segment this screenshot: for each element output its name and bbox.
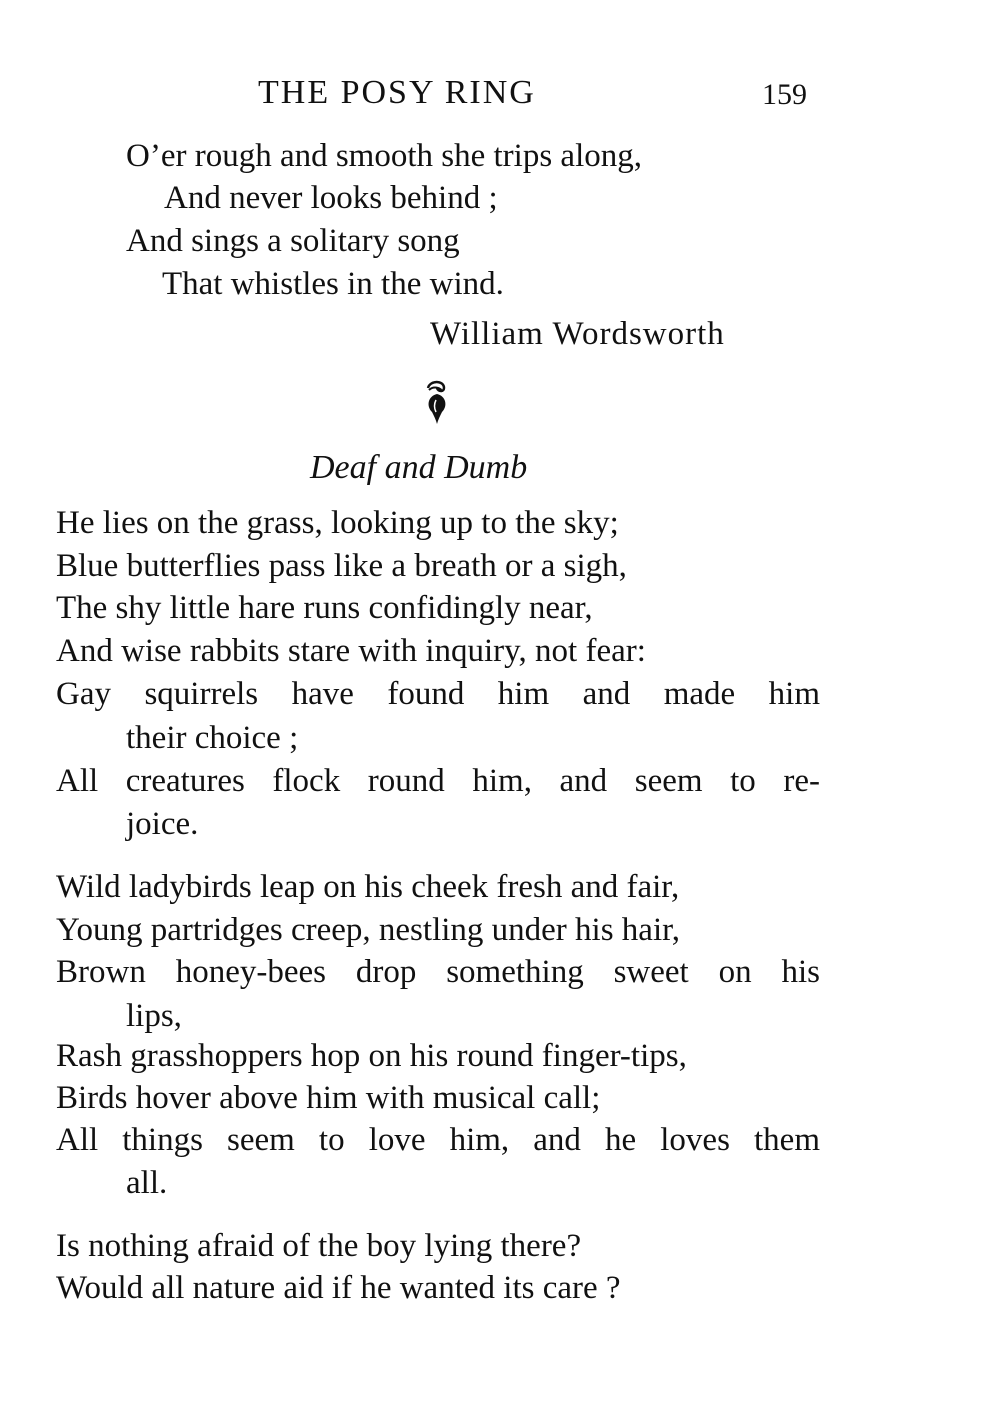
- verse-line: Blue butterflies pass like a breath or a sigh,: [56, 548, 627, 584]
- verse-line: Birds hover above him with musical call;: [56, 1080, 601, 1116]
- verse-line: Is nothing afraid of the boy lying there?: [56, 1228, 582, 1264]
- verse-line: Wild ladybirds leap on his cheek fresh and fair,: [56, 869, 680, 905]
- verse-line-continuation: all.: [126, 1165, 168, 1201]
- verse-line: Rash grasshoppers hop on his round finger-tips,: [56, 1038, 687, 1074]
- verse-line: Would all nature aid if he wanted its care ?: [56, 1270, 621, 1306]
- verse-line: He lies on the grass, looking up to the sky;: [56, 505, 619, 541]
- verse-line: And never looks behind ;: [164, 180, 498, 216]
- page-number: 159: [762, 78, 807, 111]
- verse-line: Gay squirrels have found him and made him: [56, 676, 820, 712]
- verse-line: O’er rough and smooth she trips along,: [126, 138, 642, 174]
- author-attribution: William Wordsworth: [430, 316, 725, 352]
- verse-line-continuation: lips,: [126, 998, 182, 1034]
- page-header: [0, 74, 1000, 118]
- verse-line: And wise rabbits stare with inquiry, not fear:: [56, 633, 646, 669]
- verse-line-continuation: joice.: [126, 806, 199, 842]
- running-title: THE POSY RING: [258, 74, 536, 111]
- verse-line: All creatures flock round him, and seem to re-: [56, 763, 820, 799]
- verse-line: Brown honey-bees drop something sweet on his: [56, 954, 820, 990]
- verse-line: The shy little hare runs confidingly near,: [56, 590, 593, 626]
- verse-line: Young partridges creep, nestling under his hair,: [56, 912, 681, 948]
- verse-line: And sings a solitary song: [126, 223, 460, 259]
- fleuron-icon: [420, 378, 454, 426]
- verse-line: All things seem to love him, and he loves them: [56, 1122, 820, 1158]
- poem-title: Deaf and Dumb: [310, 449, 528, 486]
- verse-line: That whistles in the wind.: [162, 266, 504, 302]
- verse-line-continuation: their choice ;: [126, 720, 299, 756]
